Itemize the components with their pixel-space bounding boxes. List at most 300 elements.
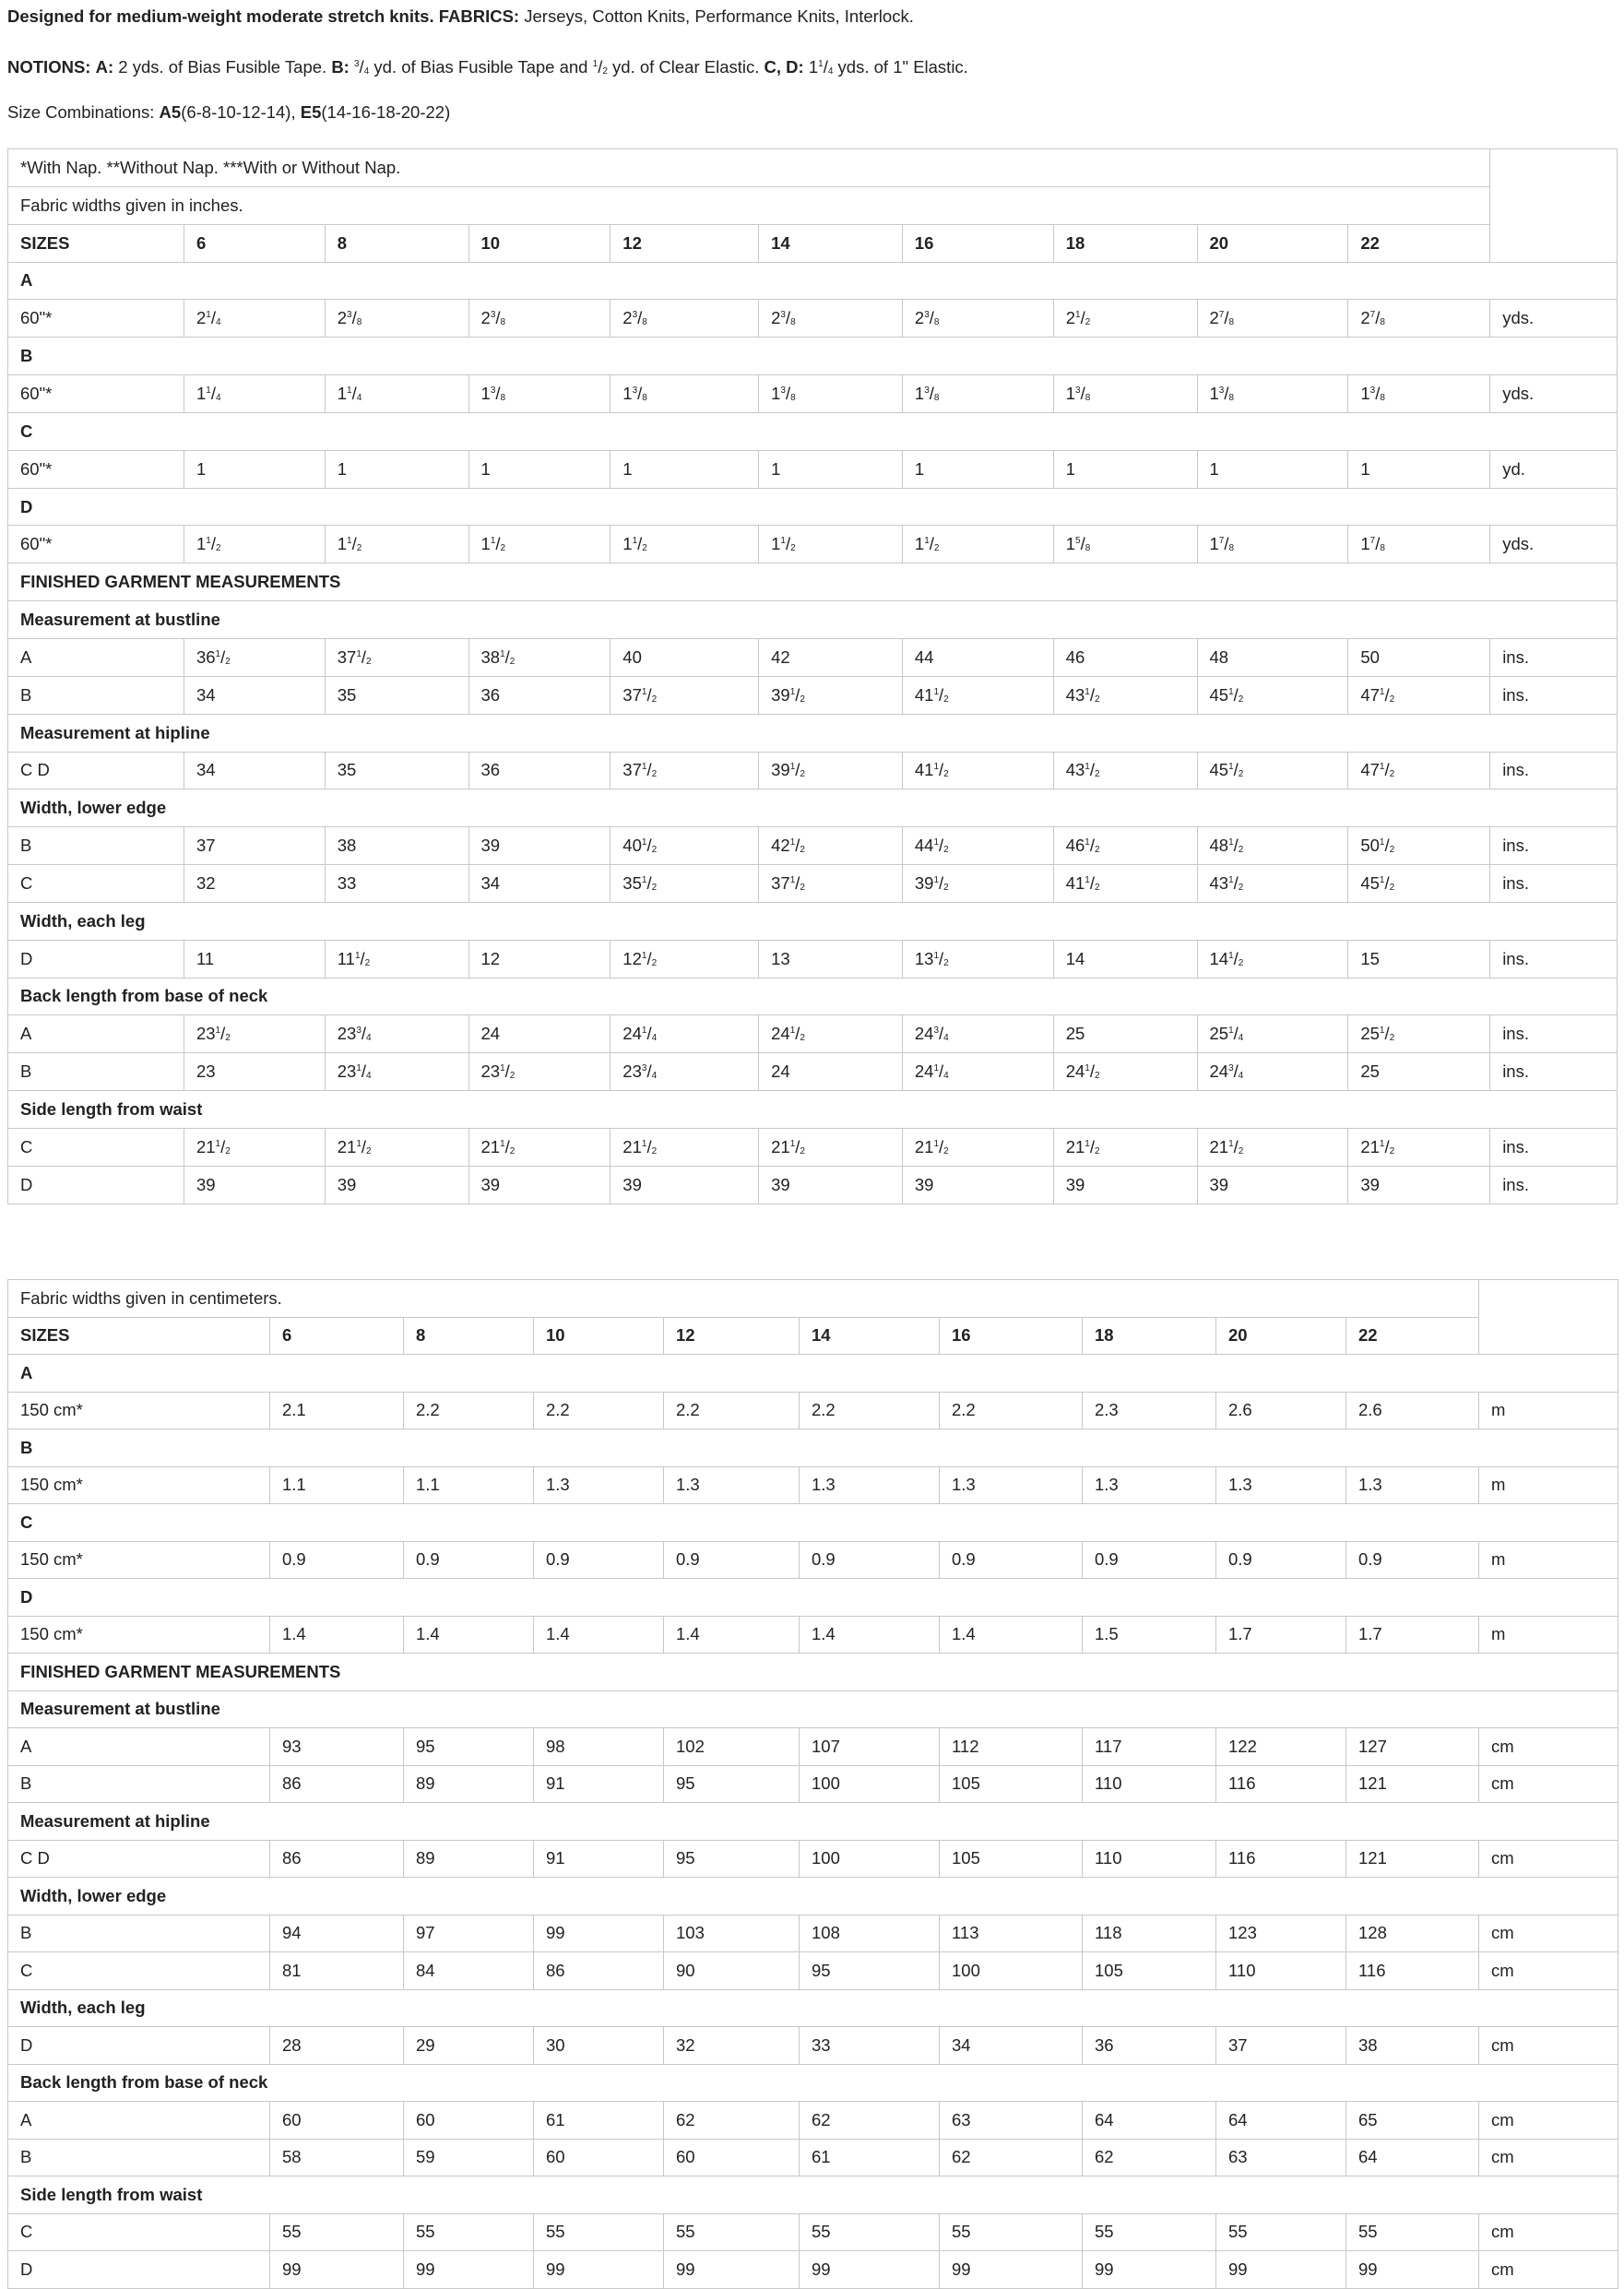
value-cell: 38 xyxy=(1346,2027,1479,2065)
table-row xyxy=(8,526,1618,563)
section-header-row xyxy=(8,2064,1618,2102)
value-cell: 112 xyxy=(940,1728,1083,1766)
table-row xyxy=(8,1765,1618,1803)
value-cell: 1 xyxy=(610,450,759,488)
table-row xyxy=(8,2251,1618,2289)
size-header-8: 8 xyxy=(404,1317,534,1355)
value-cell: 108 xyxy=(800,1915,940,1952)
value-cell: $38^1/_2$ xyxy=(468,638,610,676)
value-cell: $2^3/_8$ xyxy=(759,300,903,338)
row-label: 150 cm* xyxy=(8,1392,270,1429)
unit-cell: yd. xyxy=(1490,450,1618,488)
yardage-table-cm xyxy=(7,1279,1618,2289)
value-cell: 64 xyxy=(1216,2102,1346,2140)
value-cell: 0.9 xyxy=(940,1541,1083,1579)
section-header: Back length from base of neck xyxy=(8,2064,1618,2102)
section-header: A xyxy=(8,262,1618,300)
value-cell: 99 xyxy=(404,2251,534,2289)
value-cell: 62 xyxy=(940,2139,1083,2176)
value-cell: 99 xyxy=(534,1915,664,1952)
section-header: Side length from waist xyxy=(8,2176,1618,2214)
section-header: Measurement at hipline xyxy=(8,714,1618,752)
value-cell: 0.9 xyxy=(664,1541,800,1579)
width-note-row xyxy=(8,186,1618,224)
value-cell: 121 xyxy=(1346,1765,1479,1803)
section-header-row xyxy=(8,1690,1618,1728)
fabrics-label: FABRICS: xyxy=(438,6,520,26)
value-cell: $2^3/_8$ xyxy=(902,300,1053,338)
value-cell: $41^1/_2$ xyxy=(902,676,1053,714)
value-cell: $2^7/_8$ xyxy=(1197,300,1348,338)
value-cell: $45^1/_2$ xyxy=(1197,752,1348,789)
value-cell: 39 xyxy=(610,1166,759,1204)
row-label: C xyxy=(8,1952,270,1990)
value-cell: 84 xyxy=(404,1952,534,1990)
value-cell: 61 xyxy=(534,2102,664,2140)
value-cell: 1 xyxy=(902,450,1053,488)
unit-cell: cm xyxy=(1479,2251,1618,2289)
value-cell: 39 xyxy=(468,827,610,865)
value-cell: 14 xyxy=(1053,940,1197,978)
value-cell: $1^1/_4$ xyxy=(184,375,325,413)
notions-b-label: B: xyxy=(331,57,350,77)
unit-cell: m xyxy=(1479,1541,1618,1579)
row-label: A xyxy=(8,638,184,676)
value-cell: 23 xyxy=(184,1053,325,1091)
intro-fabrics-line xyxy=(7,6,914,28)
unit-cell: yds. xyxy=(1490,300,1618,338)
value-cell: $24^1/_4$ xyxy=(610,1015,759,1053)
value-cell: 11 xyxy=(184,940,325,978)
value-cell: 64 xyxy=(1083,2102,1216,2140)
value-cell: $23^1/_2$ xyxy=(468,1053,610,1091)
value-cell: 1 xyxy=(1197,450,1348,488)
blank-cell xyxy=(1479,1280,1618,1355)
section-header-row xyxy=(8,2176,1618,2214)
value-cell: $41^1/_2$ xyxy=(1053,865,1197,903)
intro-notions-line xyxy=(7,53,968,83)
size-header-14: 14 xyxy=(800,1317,940,1355)
value-cell: 99 xyxy=(1083,2251,1216,2289)
value-cell: 60 xyxy=(664,2139,800,2176)
value-cell: $43^1/_2$ xyxy=(1197,865,1348,903)
value-cell: $1^3/_8$ xyxy=(1348,375,1490,413)
value-cell: 12 xyxy=(468,940,610,978)
value-cell: 99 xyxy=(940,2251,1083,2289)
value-cell: 1.4 xyxy=(940,1616,1083,1654)
value-cell: 1.7 xyxy=(1216,1616,1346,1654)
value-cell: 95 xyxy=(664,1840,800,1878)
value-cell: 91 xyxy=(534,1840,664,1878)
value-cell: $1^3/_8$ xyxy=(610,375,759,413)
unit-cell: m xyxy=(1479,1466,1618,1504)
value-cell: 113 xyxy=(940,1915,1083,1952)
value-cell: 86 xyxy=(534,1952,664,1990)
value-cell: $24^1/_2$ xyxy=(759,1015,903,1053)
unit-cell: cm xyxy=(1479,2213,1618,2251)
value-cell: 37 xyxy=(1216,2027,1346,2065)
value-cell: 99 xyxy=(534,2251,664,2289)
value-cell: 2.6 xyxy=(1216,1392,1346,1429)
unit-cell: yds. xyxy=(1490,526,1618,563)
value-cell: 50 xyxy=(1348,638,1490,676)
section-header-row xyxy=(8,978,1618,1015)
value-cell: 25 xyxy=(1348,1053,1490,1091)
value-cell: 63 xyxy=(940,2102,1083,2140)
section-header-row xyxy=(8,1803,1618,1841)
section-header: A xyxy=(8,1355,1618,1393)
row-label: 60"* xyxy=(8,526,184,563)
value-cell: $24^1/_4$ xyxy=(902,1053,1053,1091)
section-header-row xyxy=(8,601,1618,639)
fabrics-value: Jerseys, Cotton Knits, Performance Knits, Interlock. xyxy=(524,6,914,26)
value-cell: $48^1/_2$ xyxy=(1197,827,1348,865)
table-row xyxy=(8,375,1618,413)
notions-a-label: A: xyxy=(95,57,114,77)
value-cell: 2.1 xyxy=(270,1392,404,1429)
value-cell: 39 xyxy=(902,1166,1053,1204)
value-cell: $1^3/_8$ xyxy=(1197,375,1348,413)
notions-a-text: 2 yds. of Bias Fusible Tape. xyxy=(118,57,327,77)
value-cell: $1^3/_8$ xyxy=(759,375,903,413)
row-label: A xyxy=(8,1015,184,1053)
size-header-10: 10 xyxy=(534,1317,664,1355)
value-cell: 89 xyxy=(404,1840,534,1878)
unit-cell: m xyxy=(1479,1392,1618,1429)
value-cell: 24 xyxy=(468,1015,610,1053)
size-header-14: 14 xyxy=(759,224,903,262)
value-cell: 1.3 xyxy=(1346,1466,1479,1504)
value-cell: 99 xyxy=(800,2251,940,2289)
table-row xyxy=(8,1166,1618,1204)
section-header-row xyxy=(8,789,1618,827)
size-a5-value: (6-8-10-12-14), xyxy=(181,102,296,122)
value-cell: 1.1 xyxy=(404,1466,534,1504)
value-cell: $50^1/_2$ xyxy=(1348,827,1490,865)
value-cell: $35^1/_2$ xyxy=(610,865,759,903)
value-cell: 29 xyxy=(404,2027,534,2065)
value-cell: 35 xyxy=(325,676,468,714)
table-row xyxy=(8,1952,1618,1990)
value-cell: 34 xyxy=(940,2027,1083,2065)
section-header-row xyxy=(8,1878,1618,1915)
value-cell: 2.3 xyxy=(1083,1392,1216,1429)
unit-cell: ins. xyxy=(1490,1166,1618,1204)
value-cell: $14^1/_2$ xyxy=(1197,940,1348,978)
value-cell: 55 xyxy=(534,2213,664,2251)
sizes-row xyxy=(8,1317,1618,1355)
value-cell: 1.4 xyxy=(800,1616,940,1654)
value-cell: $1^1/_2$ xyxy=(468,526,610,563)
table-row xyxy=(8,1915,1618,1952)
unit-cell: ins. xyxy=(1490,638,1618,676)
value-cell: $37^1/_2$ xyxy=(610,676,759,714)
section-header: B xyxy=(8,338,1618,375)
value-cell: 103 xyxy=(664,1915,800,1952)
value-cell: 55 xyxy=(1346,2213,1479,2251)
value-cell: 102 xyxy=(664,1728,800,1766)
table-row xyxy=(8,827,1618,865)
value-cell: $1^3/_8$ xyxy=(468,375,610,413)
value-cell: 89 xyxy=(404,1765,534,1803)
value-cell: $1^5/_8$ xyxy=(1053,526,1197,563)
value-cell: $1^1/_2$ xyxy=(325,526,468,563)
unit-cell: cm xyxy=(1479,1840,1618,1878)
section-header-row xyxy=(8,1654,1618,1691)
value-cell: 55 xyxy=(800,2213,940,2251)
value-cell: 105 xyxy=(940,1840,1083,1878)
section-header: Measurement at bustline xyxy=(8,601,1618,639)
value-cell: 1 xyxy=(184,450,325,488)
size-header-18: 18 xyxy=(1053,224,1197,262)
intro-sizes-line xyxy=(7,101,450,124)
value-cell: $21^1/_2$ xyxy=(1053,1128,1197,1166)
value-cell: 25 xyxy=(1053,1015,1197,1053)
row-label: C xyxy=(8,2213,270,2251)
value-cell: $47^1/_2$ xyxy=(1348,752,1490,789)
row-label: 150 cm* xyxy=(8,1466,270,1504)
value-cell: 0.9 xyxy=(1216,1541,1346,1579)
value-cell: 127 xyxy=(1346,1728,1479,1766)
value-cell: 39 xyxy=(759,1166,903,1204)
section-header: D xyxy=(8,488,1618,526)
size-header-6: 6 xyxy=(270,1317,404,1355)
value-cell: $1^1/_2$ xyxy=(902,526,1053,563)
value-cell: 62 xyxy=(664,2102,800,2140)
row-label: C D xyxy=(8,1840,270,1878)
value-cell: 61 xyxy=(800,2139,940,2176)
value-cell: $11^1/_2$ xyxy=(325,940,468,978)
value-cell: 91 xyxy=(534,1765,664,1803)
value-cell: $1^3/_8$ xyxy=(902,375,1053,413)
value-cell: 55 xyxy=(270,2213,404,2251)
row-label: D xyxy=(8,940,184,978)
value-cell: 116 xyxy=(1216,1840,1346,1878)
value-cell: 2.2 xyxy=(534,1392,664,1429)
width-note: Fabric widths given in centimeters. xyxy=(8,1280,1479,1318)
table-row xyxy=(8,1616,1618,1654)
unit-cell: ins. xyxy=(1490,1128,1618,1166)
section-header-row xyxy=(8,1579,1618,1617)
value-cell: $45^1/_2$ xyxy=(1348,865,1490,903)
value-cell: $36^1/_2$ xyxy=(184,638,325,676)
size-header-6: 6 xyxy=(184,224,325,262)
value-cell: 1.4 xyxy=(270,1616,404,1654)
value-cell: 55 xyxy=(664,2213,800,2251)
value-cell: 99 xyxy=(1216,2251,1346,2289)
section-header: Back length from base of neck xyxy=(8,978,1618,1015)
value-cell: 116 xyxy=(1216,1765,1346,1803)
table-row xyxy=(8,1466,1618,1504)
size-header-12: 12 xyxy=(610,224,759,262)
value-cell: 0.9 xyxy=(404,1541,534,1579)
size-header-20: 20 xyxy=(1216,1317,1346,1355)
value-cell: 39 xyxy=(1197,1166,1348,1204)
value-cell: $23^3/_4$ xyxy=(610,1053,759,1091)
value-cell: 99 xyxy=(664,2251,800,2289)
value-cell: 1.5 xyxy=(1083,1616,1216,1654)
value-cell: 1.1 xyxy=(270,1466,404,1504)
section-header-row xyxy=(8,338,1618,375)
section-header: B xyxy=(8,1429,1618,1467)
size-header-22: 22 xyxy=(1346,1317,1479,1355)
unit-cell: cm xyxy=(1479,2139,1618,2176)
section-header: Width, lower edge xyxy=(8,789,1618,827)
value-cell: 99 xyxy=(1346,2251,1479,2289)
nap-note-row xyxy=(8,149,1618,187)
value-cell: $23^1/_4$ xyxy=(325,1053,468,1091)
unit-cell: ins. xyxy=(1490,1053,1618,1091)
sizes-label: SIZES xyxy=(8,1317,270,1355)
value-cell: 34 xyxy=(184,752,325,789)
value-cell: $1^3/_8$ xyxy=(1053,375,1197,413)
unit-cell: cm xyxy=(1479,2102,1618,2140)
value-cell: 110 xyxy=(1083,1765,1216,1803)
value-cell: 128 xyxy=(1346,1915,1479,1952)
value-cell: 100 xyxy=(940,1952,1083,1990)
value-cell: 39 xyxy=(468,1166,610,1204)
row-label: B xyxy=(8,1915,270,1952)
unit-cell: ins. xyxy=(1490,676,1618,714)
value-cell: 1 xyxy=(759,450,903,488)
table-row xyxy=(8,865,1618,903)
value-cell: $24^3/_4$ xyxy=(902,1015,1053,1053)
section-header-row xyxy=(8,714,1618,752)
value-cell: $39^1/_2$ xyxy=(759,752,903,789)
table-row xyxy=(8,450,1618,488)
value-cell: $1^1/_2$ xyxy=(184,526,325,563)
value-cell: 39 xyxy=(1053,1166,1197,1204)
value-cell: 40 xyxy=(610,638,759,676)
value-cell: 1.3 xyxy=(1083,1466,1216,1504)
size-header-10: 10 xyxy=(468,224,610,262)
size-header-16: 16 xyxy=(902,224,1053,262)
table-row xyxy=(8,1392,1618,1429)
value-cell: 15 xyxy=(1348,940,1490,978)
size-header-8: 8 xyxy=(325,224,468,262)
value-cell: $21^1/_2$ xyxy=(902,1128,1053,1166)
table-row xyxy=(8,2213,1618,2251)
table-row xyxy=(8,940,1618,978)
blank-cell xyxy=(1490,149,1618,263)
value-cell: 90 xyxy=(664,1952,800,1990)
value-cell: $45^1/_2$ xyxy=(1197,676,1348,714)
value-cell: 81 xyxy=(270,1952,404,1990)
value-cell: $2^1/_2$ xyxy=(1053,300,1197,338)
value-cell: 44 xyxy=(902,638,1053,676)
value-cell: $21^1/_2$ xyxy=(1348,1128,1490,1166)
row-label: 60"* xyxy=(8,375,184,413)
value-cell: $2^3/_8$ xyxy=(610,300,759,338)
value-cell: 2.2 xyxy=(940,1392,1083,1429)
row-label: B xyxy=(8,1765,270,1803)
row-label: D xyxy=(8,2027,270,2065)
value-cell: 63 xyxy=(1216,2139,1346,2176)
width-note: Fabric widths given in inches. xyxy=(8,186,1490,224)
value-cell: $25^1/_4$ xyxy=(1197,1015,1348,1053)
row-label: A xyxy=(8,2102,270,2140)
value-cell: 0.9 xyxy=(270,1541,404,1579)
unit-cell: cm xyxy=(1479,2027,1618,2065)
row-label: 60"* xyxy=(8,450,184,488)
value-cell: 36 xyxy=(1083,2027,1216,2065)
value-cell: 0.9 xyxy=(1346,1541,1479,1579)
value-cell: 34 xyxy=(468,865,610,903)
value-cell: 36 xyxy=(468,752,610,789)
unit-cell: ins. xyxy=(1490,1015,1618,1053)
value-cell: 100 xyxy=(800,1765,940,1803)
value-cell: $1^1/_4$ xyxy=(325,375,468,413)
width-note-row xyxy=(8,1280,1618,1318)
row-label: C xyxy=(8,1128,184,1166)
notions-label: NOTIONS: xyxy=(7,57,91,77)
notions-b-text: $^3/_4$ yd. of Bias Fusible Tape and $^1/_2$ yd. of Clear Elastic. xyxy=(353,57,760,77)
value-cell: $21^1/_2$ xyxy=(1197,1128,1348,1166)
section-header: D xyxy=(8,1579,1618,1617)
section-header: Width, each leg xyxy=(8,902,1618,940)
value-cell: $43^1/_2$ xyxy=(1053,752,1197,789)
value-cell: 105 xyxy=(1083,1952,1216,1990)
row-label: C D xyxy=(8,752,184,789)
value-cell: 28 xyxy=(270,2027,404,2065)
row-label: 150 cm* xyxy=(8,1541,270,1579)
value-cell: 1.3 xyxy=(1216,1466,1346,1504)
value-cell: 105 xyxy=(940,1765,1083,1803)
table-row xyxy=(8,1541,1618,1579)
value-cell: 55 xyxy=(1083,2213,1216,2251)
value-cell: $23^3/_4$ xyxy=(325,1015,468,1053)
value-cell: $25^1/_2$ xyxy=(1348,1015,1490,1053)
unit-cell: ins. xyxy=(1490,827,1618,865)
value-cell: 60 xyxy=(404,2102,534,2140)
unit-cell: ins. xyxy=(1490,752,1618,789)
value-cell: $12^1/_2$ xyxy=(610,940,759,978)
value-cell: 2.6 xyxy=(1346,1392,1479,1429)
unit-cell: ins. xyxy=(1490,940,1618,978)
value-cell: 42 xyxy=(759,638,903,676)
table-row xyxy=(8,1053,1618,1091)
value-cell: $1^7/_8$ xyxy=(1197,526,1348,563)
value-cell: 118 xyxy=(1083,1915,1216,1952)
unit-cell: m xyxy=(1479,1616,1618,1654)
section-header-row xyxy=(8,1504,1618,1542)
value-cell: 39 xyxy=(184,1166,325,1204)
notions-cd-label: C, D: xyxy=(764,57,804,77)
size-e5-label: E5 xyxy=(300,102,322,122)
section-header: FINISHED GARMENT MEASUREMENTS xyxy=(8,563,1618,601)
value-cell: 33 xyxy=(325,865,468,903)
value-cell: $39^1/_2$ xyxy=(759,676,903,714)
section-header-row xyxy=(8,1429,1618,1467)
table-row xyxy=(8,2027,1618,2065)
table-row xyxy=(8,2139,1618,2176)
value-cell: 62 xyxy=(800,2102,940,2140)
value-cell: 64 xyxy=(1346,2139,1479,2176)
section-header: Width, lower edge xyxy=(8,1878,1618,1915)
value-cell: 110 xyxy=(1083,1840,1216,1878)
row-label: 60"* xyxy=(8,300,184,338)
value-cell: $21^1/_2$ xyxy=(759,1128,903,1166)
notions-cd-text: $1^1/_4$ yds. of 1" Elastic. xyxy=(808,57,968,77)
row-label: B xyxy=(8,2139,270,2176)
row-label: D xyxy=(8,2251,270,2289)
size-header-16: 16 xyxy=(940,1317,1083,1355)
value-cell: 24 xyxy=(759,1053,903,1091)
value-cell: 2.2 xyxy=(800,1392,940,1429)
value-cell: 116 xyxy=(1346,1952,1479,1990)
section-header-row xyxy=(8,262,1618,300)
value-cell: 0.9 xyxy=(1083,1541,1216,1579)
